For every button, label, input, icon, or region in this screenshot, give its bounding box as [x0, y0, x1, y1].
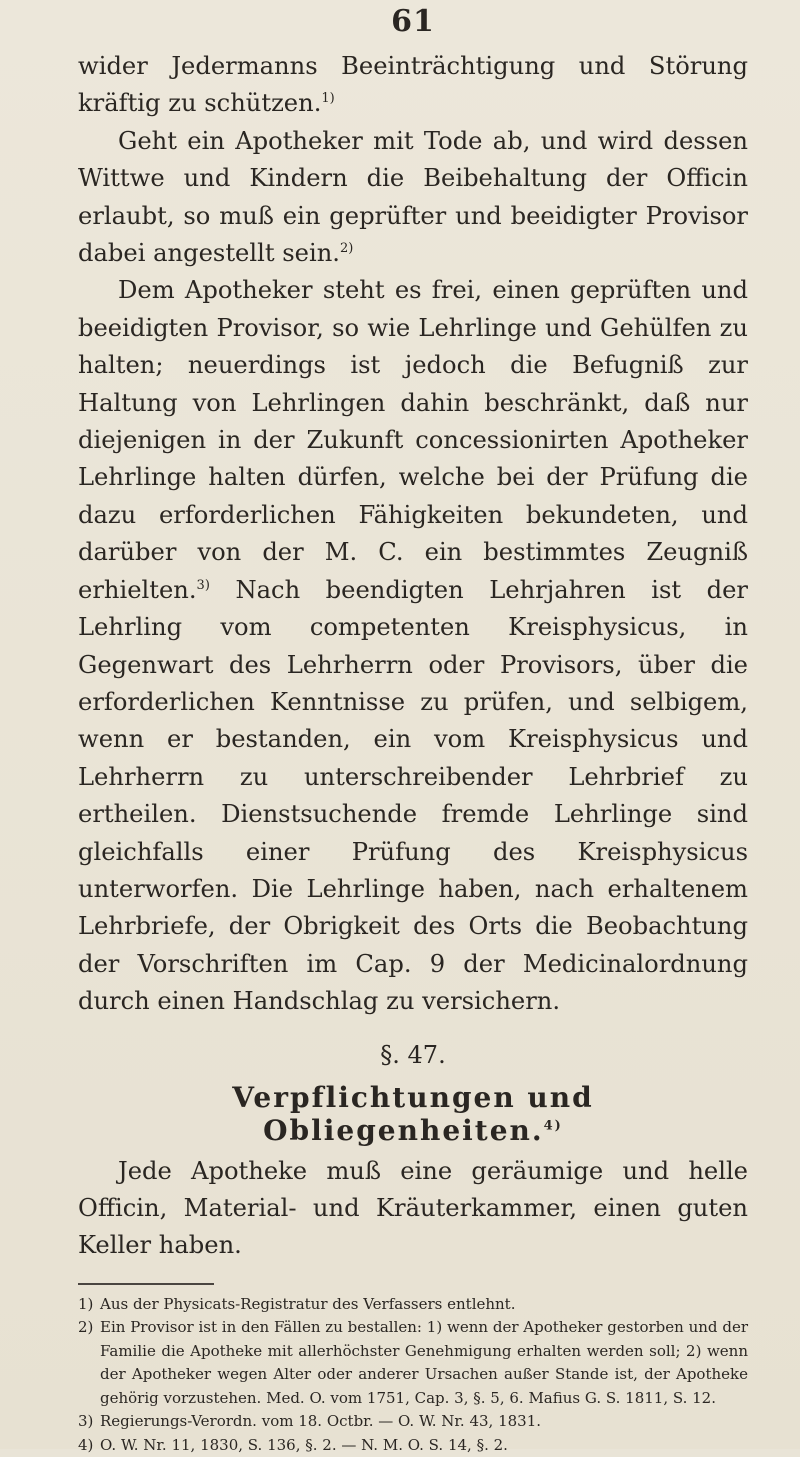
footnote-1: [78, 1293, 748, 1317]
paragraph-3: [78, 272, 748, 1020]
footnote-text: O. W. Nr. 11, 1830, S. 136, §. 2. — N. M. O. S. 14, §. 2.: [100, 1435, 508, 1454]
footnote-mark: 1): [78, 1294, 94, 1313]
main-text: [78, 48, 748, 1021]
section-title-text: Verpflichtungen und Obliegenheiten.: [232, 1080, 594, 1147]
paragraph-1: [78, 48, 748, 123]
footnote-divider: [78, 1283, 214, 1285]
section-title: [78, 1081, 748, 1147]
paragraph-continuation: Nach beendigten Lehrjahren ist der Lehrling vom competenten Kreisphysicus, in Gegenwart des Lehrherrn oder Provisors, über die erforderlichen Kenntnisse zu prüfen, und selbigem, wenn er bestanden, ein vom Kreisphysicus und Lehrherrn zu unterschreibender Lehrbrief zu ertheilen. Dienstsuchende fremde Lehrlinge sind gleichfalls einer Prüfung des Kreisphysicus unterworfen. Die Lehrlinge haben, nach erhaltenem Lehrbriefe, der Obrigkeit des Orts die Beobachtung der Vorschriften im Cap. 9 der Medicinalordnung durch einen Handschlag zu versichern.: [78, 575, 748, 1016]
footnote-ref: 4): [543, 1118, 563, 1134]
paragraph-text: Dem Apotheker steht es frei, einen geprüften und beeidigten Provisor, so wie Lehrlinge und Gehülfen zu halten; neuerdings ist jedoch die Befugniß zur Haltung von Lehrlingen dahin beschränkt, daß nur diejenigen in der Zukunft concessionirten Apotheker Lehrlinge halten dürfen, welche bei der Prüfung die dazu erforderlichen Fähigkeiten bekundeten, und darüber von der M. C. ein bestimmtes Zeugniß erhielten.: [78, 276, 748, 604]
footnote-3: [78, 1410, 748, 1434]
paragraph-2: [78, 123, 748, 273]
footnote-text: Regierungs-Verordn. vom 18. Octbr. — O. W. Nr. 43, 1831.: [100, 1412, 542, 1431]
paragraph-text: Geht ein Apotheker mit Tode ab, und wird dessen Wittwe und Kindern die Beibehaltung der Officin erlaubt, so muß ein geprüfter und beeidigter Provisor dabei angestellt sein.: [78, 126, 748, 268]
footnote-ref: 2): [339, 240, 354, 256]
footnote-mark: 3): [78, 1412, 94, 1431]
section-paragraph: Jede Apotheke muß eine geräumige und helle Officin, Material- und Kräuterkammer, einen guten Keller haben.: [78, 1156, 748, 1260]
section-number: §. 47.: [380, 1040, 446, 1069]
paragraph-text: wider Jedermanns Beeinträchtigung und Störung kräftig zu schützen.: [78, 52, 748, 118]
footnote-ref: 3): [196, 577, 210, 593]
footnote-text: Ein Provisor ist in den Fällen zu bestallen: 1) wenn der Apotheker gestorben und der Familie die Apotheke mit allerhöchster Genehmigung erhalten werden soll; 2) wenn der Apotheker wegen Alter oder anderer Ursachen außer Stande ist, der Apotheke gehörig vorzustehen. Med. O. vom 1751, Cap. 3, §. 5, 6. Mafius G. S. 1811, S. 12.: [100, 1318, 748, 1407]
footnote-ref: 1): [321, 91, 335, 107]
footnotes: [78, 1293, 748, 1457]
page-number: 61: [391, 4, 435, 39]
footnote-4: [78, 1434, 748, 1457]
footnote-2: [78, 1316, 748, 1410]
footnote-text: Aus der Physicats-Registratur des Verfassers entlehnt.: [100, 1294, 516, 1313]
footnote-mark: 4): [78, 1435, 94, 1454]
footnote-mark: 2): [78, 1318, 94, 1337]
section-text: [78, 1153, 748, 1265]
